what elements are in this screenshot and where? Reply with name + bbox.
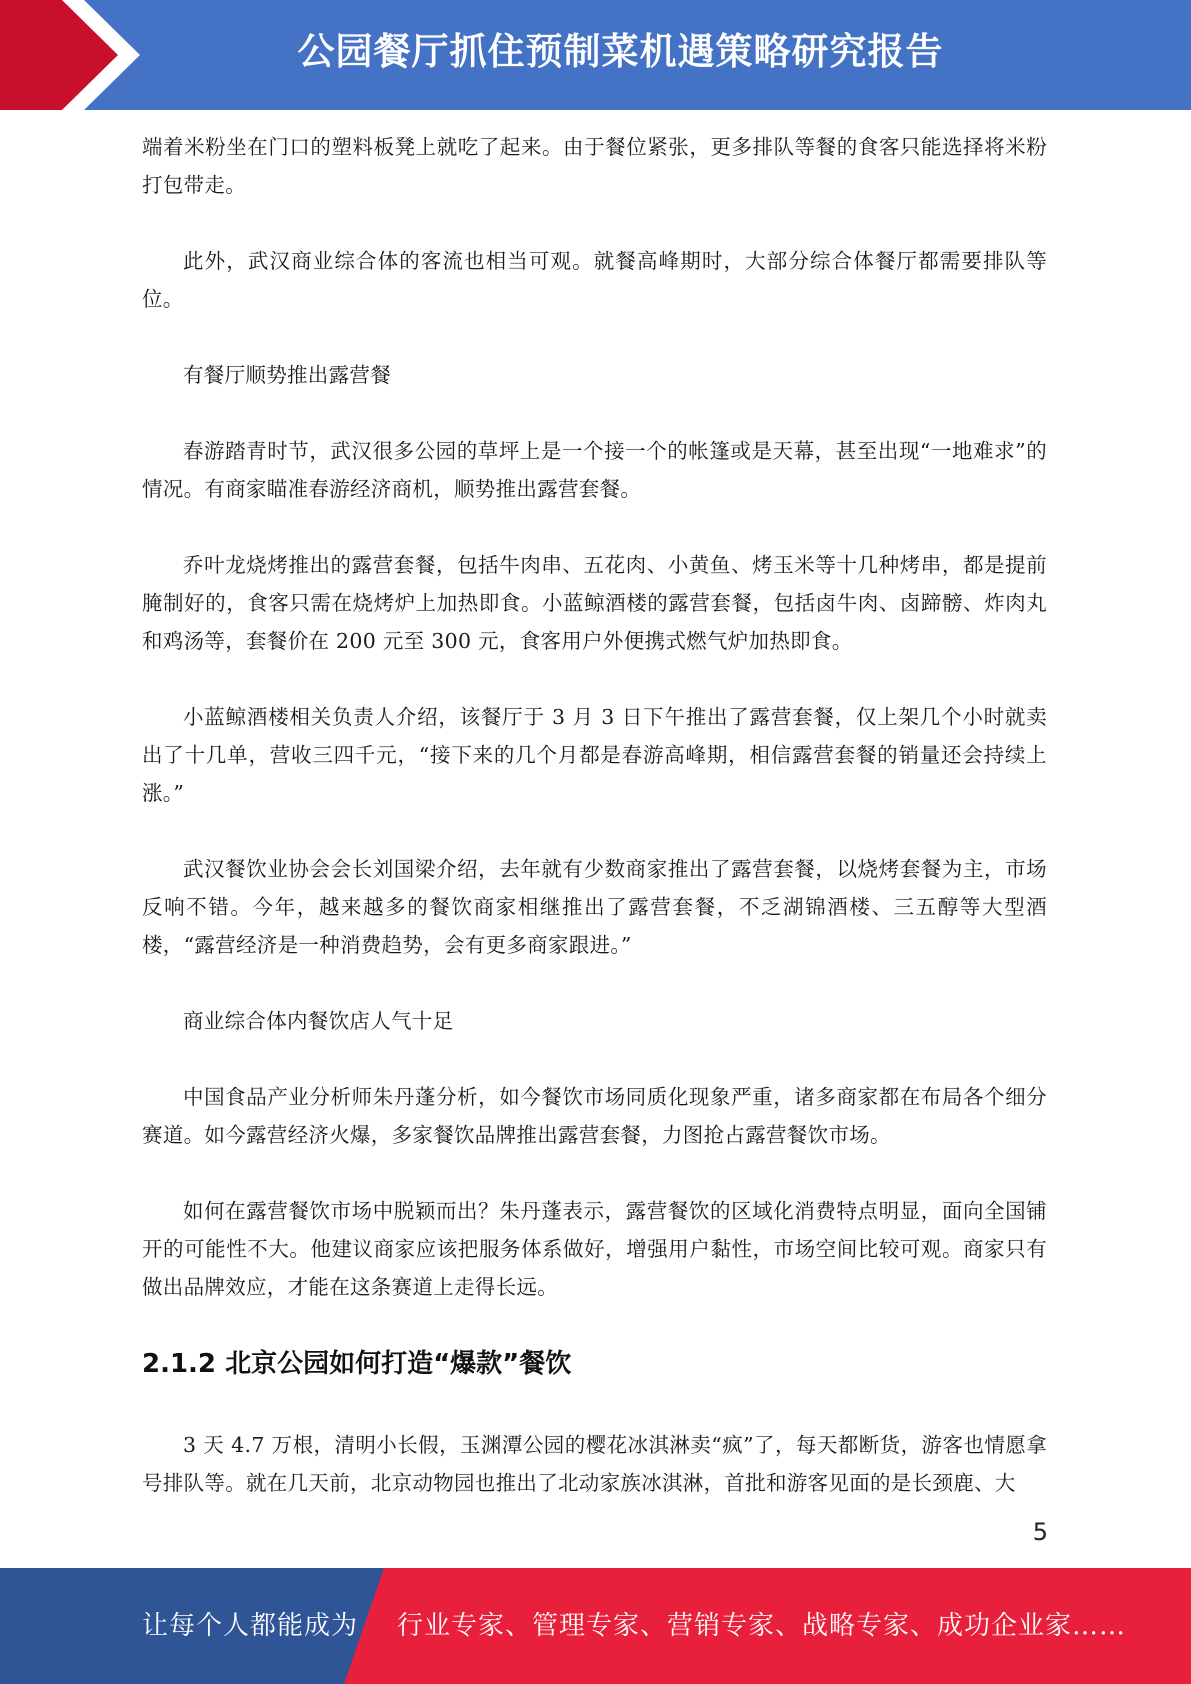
paragraph: 中国食品产业分析师朱丹蓬分析，如今餐饮市场同质化现象严重，诸多商家都在布局各个细分赛道。如今露营经济火爆，多家餐饮品牌推出露营套餐，力图抢占露营餐饮市场。 — [142, 1085, 1047, 1147]
report-title: 公园餐厅抓住预制菜机遇策略研究报告 — [297, 30, 944, 73]
paragraph: 武汉餐饮业协会会长刘国梁介绍，去年就有少数商家推出了露营套餐，以烧烤套餐为主，市场反响不错。今年，越来越多的餐饮商家相继推出了露营套餐，不乏湖锦酒楼、三五醇等大型酒楼，“露营经济是一种消费趋势，会有更多商家跟进。” — [142, 857, 1047, 957]
footer-slogan-left: 让每个人都能成为 — [142, 1611, 359, 1641]
page-number: 5 — [1032, 1518, 1048, 1546]
paragraph: 乔叶龙烧烤推出的露营套餐，包括牛肉串、五花肉、小黄鱼、烤玉米等十几种烤串，都是提前腌制好的，食客只需在烧烤炉上加热即食。小蓝鲸酒楼的露营套餐，包括卤牛肉、卤蹄髈、炸肉丸和鸡汤等，套餐价在 200 元至 300 元，食客用户外便携式燃气炉加热即食。 — [142, 553, 1047, 653]
paragraph-continuation: 端着米粉坐在门口的塑料板凳上就吃了起来。由于餐位紧张，更多排队等餐的食客只能选择将米粉打包带走。 — [142, 135, 1047, 197]
section-heading: 2.1.2 北京公园如何打造“爆款”餐饮 — [142, 1349, 572, 1379]
paragraph: 3 天 4.7 万根，清明小长假，玉渊潭公园的樱花冰淇淋卖“疯”了，每天都断货，游客也情愿拿号排队等。就在几天前，北京动物园也推出了北动家族冰淇淋，首批和游客见面的是长颈鹿、大 — [142, 1433, 1047, 1495]
document-body — [142, 128, 1047, 1540]
paragraph: 如何在露营餐饮市场中脱颖而出？朱丹蓬表示，露营餐饮的区域化消费特点明显，面向全国铺开的可能性不大。他建议商家应该把服务体系做好，增强用户黏性，市场空间比较可观。商家只有做出品牌效应，才能在这条赛道上走得长远。 — [142, 1199, 1047, 1299]
paragraph: 此外，武汉商业综合体的客流也相当可观。就餐高峰期时，大部分综合体餐厅都需要排队等位。 — [142, 249, 1047, 311]
header-chevron-decoration — [0, 0, 160, 110]
page-footer — [0, 1568, 1191, 1684]
paragraph-subheading: 有餐厅顺势推出露营餐 — [183, 363, 391, 387]
paragraph-subheading: 商业综合体内餐饮店人气十足 — [183, 1009, 454, 1033]
paragraph: 小蓝鲸酒楼相关负责人介绍，该餐厅于 3 月 3 日下午推出了露营套餐，仅上架几个小时就卖出了十几单，营收三四千元，“接下来的几个月都是春游高峰期，相信露营套餐的销量还会持续上涨。” — [142, 705, 1047, 805]
footer-slogan-right: 行业专家、管理专家、营销专家、战略专家、成功企业家…… — [397, 1611, 1127, 1641]
page-header — [0, 0, 1191, 110]
paragraph: 春游踏青时节，武汉很多公园的草坪上是一个接一个的帐篷或是天幕，甚至出现“一地难求”的情况。有商家瞄准春游经济商机，顺势推出露营套餐。 — [142, 439, 1047, 501]
